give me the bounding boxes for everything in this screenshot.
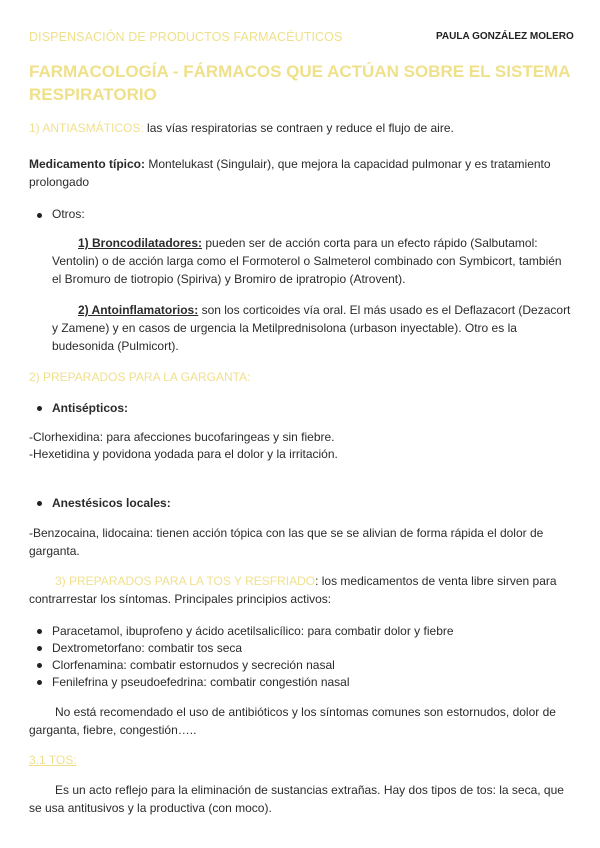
section-3-1-text: Es un acto reflejo para la eliminación de sustancias extrañas. Hay dos tipos de tos: la seca, que se usa antitusivos y la productiva (con moco). [29, 783, 564, 815]
bronchodilators-text: pueden ser de acción corta para un efecto rápido (Salbutamol: Ventolin) o de acción larga como el Formoterol o Salmeterol combinado con Symbicort, también el Bromuro de tiotropio (Spiriva) y Bromiro de ipratropio (Atrovent). [52, 236, 562, 286]
antiinflammatories-text: son los corticoides vía oral. El más usado es el Deflazacort (Dezacort y Zamene) y en casos de urgencia la Metilprednisolona (urbason inyectable). Otro es la budesonida (Pulmicort). [52, 303, 571, 353]
section-1-text: las vías respiratorias se contraen y reduce el flujo de aire. [143, 121, 454, 135]
section-1-heading: 1) ANTIASMÁTICOS: [29, 121, 144, 135]
page-title: FARMACOLOGÍA - FÁRMACOS QUE ACTÚAN SOBRE EL SISTEMA RESPIRATORIO [29, 62, 570, 104]
bullet-icon [37, 663, 42, 668]
antiseptic-line-1: -Clorhexidina: para afecciones bucofaringeas y sin fiebre. [29, 430, 335, 444]
bullet-icon [37, 406, 42, 411]
typical-drug-label: Medicamento típico: [29, 157, 146, 171]
bullet-icon [37, 501, 42, 506]
section-2-heading: 2) PREPARADOS PARA LA GARGANTA: [29, 370, 251, 384]
bullet-icon [37, 213, 42, 218]
antiinflammatories-paragraph [52, 301, 572, 355]
antiseptic-line-2: -Hexetidina y povidona yodada para el dolor y la irritación. [29, 447, 338, 461]
typical-drug-paragraph [29, 155, 574, 191]
header-author: PAULA GONZÁLEZ MOLERO [436, 31, 574, 42]
bronchodilators-paragraph [52, 234, 572, 288]
anesthetics-text: -Benzocaina, lidocaina: tienen acción tópica con las que se se alivian de forma rápida el dolor de garganta. [29, 526, 544, 558]
list-item: Paracetamol, ibuprofeno y ácido acetilsalicílico: para combatir dolor y fiebre [52, 624, 454, 638]
section-3-heading: 3) PREPARADOS PARA LA TOS Y RESFRIADO [55, 574, 316, 588]
section-3-1-heading: 3.1 TOS: [29, 753, 77, 767]
bullet-icon [37, 646, 42, 651]
header-course-title: DISPENSACIÓN DE PRODUCTOS FARMACÉUTICOS [29, 30, 343, 44]
list-item: Clorfenamina: combatir estornudos y secreción nasal [52, 658, 335, 672]
section-3-note: No está recomendado el uso de antibióticos y los síntomas comunes son estornudos, dolor de garganta, fiebre, congestión….. [29, 705, 556, 737]
antiseptics-label: Antisépticos: [52, 401, 129, 415]
bullet-icon [37, 680, 42, 685]
bronchodilators-label: 1) Broncodilatadores: [78, 236, 203, 250]
others-label: Otros: [52, 207, 85, 221]
bullet-icon [37, 629, 42, 634]
list-item: Dextrometorfano: combatir tos seca [52, 641, 243, 655]
anesthetics-label: Anestésicos locales: [52, 496, 171, 510]
list-item: Fenilefrina y pseudoefedrina: combatir congestión nasal [52, 675, 350, 689]
antiinflammatories-label: 2) Antoinflamatorios: [78, 303, 199, 317]
typical-drug-text: Montelukast (Singulair), que mejora la capacidad pulmonar y es tratamiento prolongado [29, 157, 551, 189]
section-1-intro [29, 119, 574, 137]
section-3-text: : los medicamentos de venta libre sirven para contrarrestar los síntomas. Principales principios activos: [29, 574, 557, 606]
section-3-paragraph [29, 572, 574, 608]
